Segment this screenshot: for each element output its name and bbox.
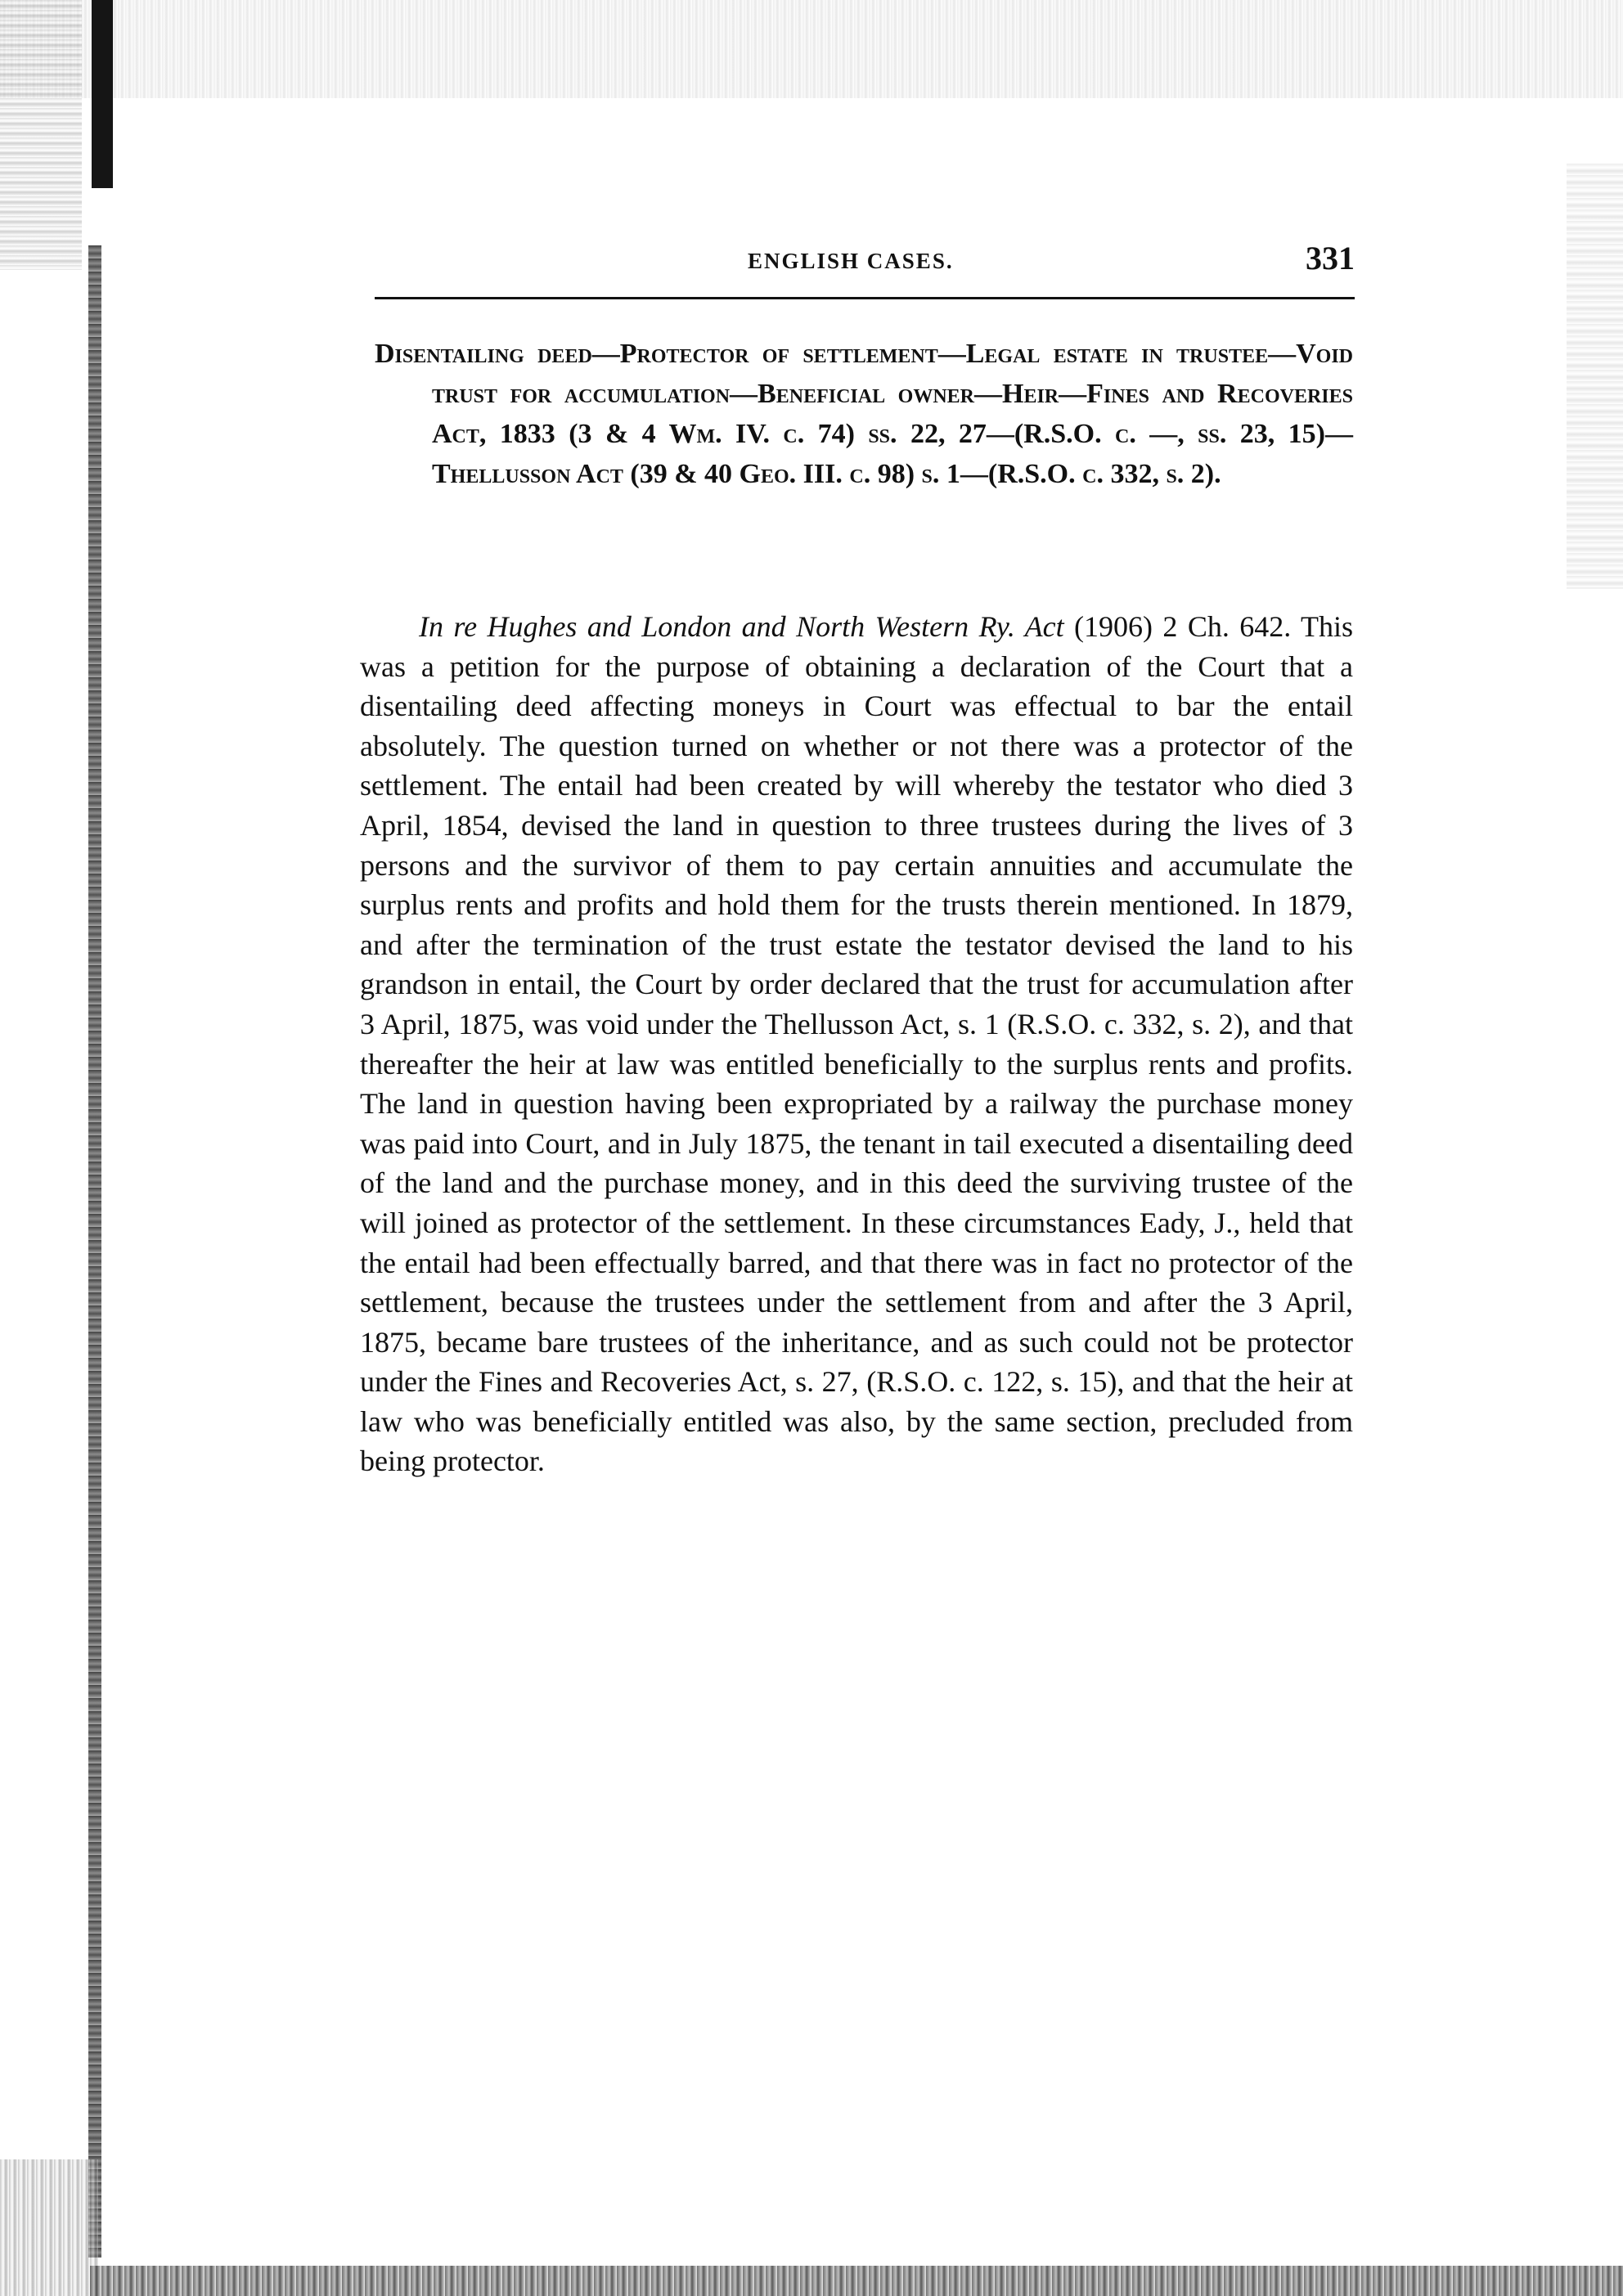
scan-shadow-right (1567, 164, 1623, 589)
case-headnote: Disentailing deed—Protector of settlement—Legal estate in trustee—Void trust for accumulation—Beneficial owner—Heir—Fines and Recoveries Act, 1833 (3 & 4 Wm. IV. c. 74) ss. 22, 27—(R.S.O. c. —, ss. 23, 15)—Thellusson Act (39 & 40 Geo. III. c. 98) s. 1—(R.S.O. c. 332, s. 2). (375, 339, 1353, 489)
case-summary-paragraph (360, 607, 1353, 1481)
scan-binding-mark (92, 0, 113, 188)
running-head-title: ENGLISH CASES. (748, 249, 954, 273)
scan-shadow-left-top (0, 0, 82, 270)
running-head (360, 239, 1355, 285)
scan-shadow-top (0, 0, 1623, 98)
scan-page-edge-bottom (90, 2266, 1623, 2296)
case-name: In re Hughes and London and North Western Ry. Act (419, 610, 1064, 643)
scan-page-edge-left (88, 245, 101, 2258)
case-summary-text: (1906) 2 Ch. 642. This was a petition for the purpose of obtaining a declaration of the Court that a disentailing deed affecting moneys in Court was effectual to bar the entail absolutely. The question turned on whether or not there was a protector of the settlement. The entail had been created by will whereby the testator who died 3 April, 1854, devised the land in question to three trustees during the lives of 3 persons and the survivor of them to pay certain annuities and accumulate the surplus rents and profits and hold them for the trusts therein mentioned. In 1879, and after the termination of the trust estate the testator devised the land to his grandson in entail, the Court by order declared that the trust for accumulation after 3 April, 1875, was void under the Thellusson Act, s. 1 (R.S.O. c. 332, s. 2), and that thereafter the heir at law was entitled beneficially to the surplus rents and profits. The land in question having been expropriated by a railway the purchase money was paid into Court, and in July 1875, the tenant in tail executed a disentailing deed of the land and the purchase money, and in this deed the surviving trustee of the will joined as protector of the settlement. In these circumstances Eady, J., held that the entail had been effectually barred, and that there was in fact no protector of the settlement, because the trustees under the settlement from and after the 3 April, 1875, became bare trustees of the inheritance, and as such could not be protector under the Fines and Recoveries Act, s. 27, (R.S.O. c. 122, s. 15), and that the heir at law who was beneficially entitled was also, by the same section, precluded from being protector. (360, 610, 1353, 1478)
page-number: 331 (1306, 240, 1355, 276)
header-rule (375, 297, 1355, 299)
scan-shadow-bottom-left (0, 2159, 98, 2296)
